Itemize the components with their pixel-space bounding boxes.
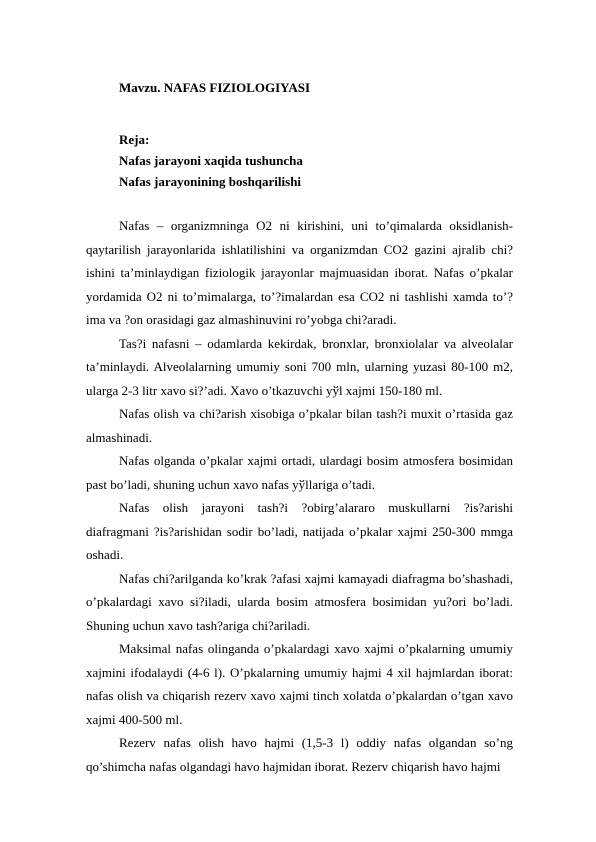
paragraph: Nafas chi?arilganda ko’krak ?afasi xajmi kamayadi diafragma bo’shashadi, o’pkalardagi xavo si?iladi, ularda bosim atmosfera bosimidan yu?ori bo’ladi. Shuning uchun xavo tash?ariga chi?ariladi. [86, 570, 513, 633]
plan-item: Nafas jarayoni xaqida tushuncha [119, 153, 303, 168]
plan-section [119, 129, 303, 192]
paragraph: Rezerv nafas olish havo hajmi (1,5-3 l) oddiy nafas olgandan so’ng qo’shimcha nafas olgandagi havo hajmidan iborat. Rezerv chiqarish havo hajmi [86, 735, 513, 774]
paragraph: Nafas olish jarayoni tash?i ?obirg’alararo muskullarni ?is?arishi diafragmani ?is?arishidan sodir bo’ladi, natijada o’pkalar xajmi 250-300 mmga oshadi. [86, 500, 513, 562]
document-title: Mavzu. NAFAS FIZIOLOGIYASI [119, 80, 311, 95]
plan-item: Nafas jarayonining boshqarilishi [119, 174, 302, 189]
paragraph: Nafas olish va chi?arish xisobiga o’pkalar bilan tash?i muxit o’rtasida gaz almashinadi. [86, 406, 513, 445]
paragraph: Tas?i nafasni – odamlarda kekirdak, bronxlar, bronxiolalar va alveolalar ta’minlaydi. Alveolalarning umumiy soni 700 mln, ularning yuzasi 80-100 m2, ularga 2-3 litr xavo si?’adi. Xavo o’tkazuvchi yўl xajmi 150-180 ml. [86, 335, 513, 398]
plan-heading: Reja: [119, 132, 150, 147]
paragraph: Nafas olganda o’pkalar xajmi ortadi, ulardagi bosim atmosfera bosimidan past bo’ladi, shuning uchun xavo nafas yўllariga o’tadi. [86, 453, 513, 492]
paragraph: Maksimal nafas olinganda o’pkalardagi xavo xajmi o’pkalarning umumiy xajmini ifodalaydi (4-6 l). O’pkalarning umumiy hajmi 4 xil hajmlardan iborat: nafas olish va chiqarish rezerv xavo xajmi tinch xolatda o’pkalardan o’tgan xavo xajmi 400-500 ml. [86, 641, 513, 727]
document-body [86, 214, 513, 778]
paragraph: Nafas – organizmninga O2 ni kirishini, uni to’qimalarda oksidlanish-qaytarilish jarayonlarida ishlatilishini va organizmdan CO2 gazini ajralib chi?ishini ta’minlaydigan fiziologik jarayonlar majmuasidan iborat. Nafas o’pkalar yordamida O2 ni to’mimalarga, to’?imalardan esa CO2 ni tashlishi xamda to’?ima va ?on orasidagi gaz almashinuvini ro’yobga chi?aradi. [86, 218, 513, 327]
